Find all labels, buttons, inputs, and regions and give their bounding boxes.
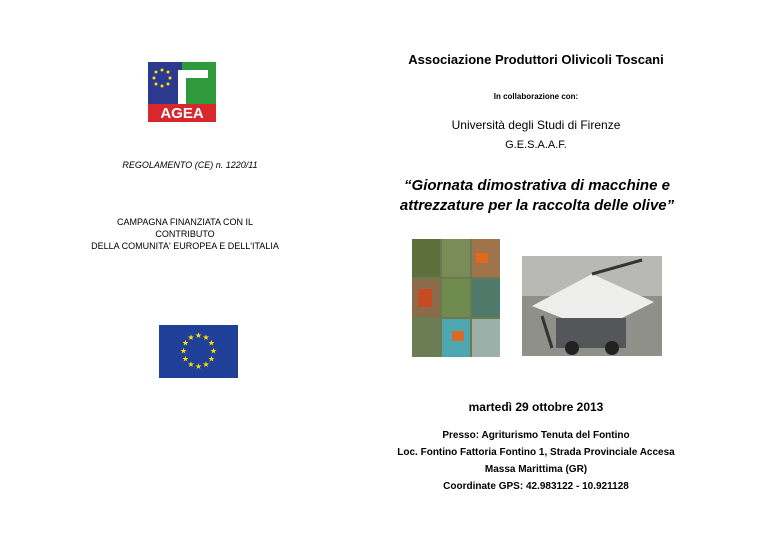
collaboration-label: In collaborazione con: — [493, 92, 579, 101]
svg-text:★: ★ — [207, 354, 216, 364]
agea-logo-text: AGEA — [160, 105, 204, 122]
svg-text:★: ★ — [181, 338, 190, 348]
svg-text:★: ★ — [202, 333, 210, 342]
svg-text:★: ★ — [202, 360, 210, 369]
svg-text:★: ★ — [194, 331, 203, 340]
harvest-photo-collage — [412, 239, 500, 357]
event-title: “Giornata dimostrativa di macchine e attrezzature per la raccolta delle olive” — [399, 177, 675, 214]
campaign-line-1: CAMPAGNA FINANZIATA CON IL — [116, 217, 254, 227]
location-gps: Coordinate GPS: 42.983122 - 10.921128 — [443, 481, 629, 492]
campaign-text — [80, 216, 290, 252]
svg-text:★: ★ — [207, 338, 216, 348]
svg-text:★: ★ — [194, 362, 203, 371]
location-address: Loc. Fontino Fattoria Fontino 1, Strada Provinciale Accesa — [397, 447, 675, 458]
event-date: martedì 29 ottobre 2013 — [468, 400, 604, 414]
organization-title: Associazione Produttori Olivicoli Toscani — [408, 52, 664, 67]
svg-text:★: ★ — [187, 333, 195, 342]
svg-text:★: ★ — [187, 360, 195, 369]
regulation-text: REGOLAMENTO (CE) n. 1220/11 — [122, 160, 258, 170]
harvester-machine-photo — [522, 256, 662, 356]
location-town: Massa Marittima (GR) — [484, 464, 588, 475]
svg-text:★: ★ — [181, 354, 190, 364]
campaign-line-2: CONTRIBUTO — [155, 229, 215, 239]
campaign-line-3: DELLA COMUNITA' EUROPEA E DELL'ITALIA — [91, 241, 279, 251]
svg-text:★: ★ — [179, 346, 188, 356]
location-venue: Presso: Agriturismo Tenuta del Fontino — [442, 430, 630, 441]
eu-flag-icon — [159, 325, 238, 378]
agea-logo — [148, 62, 216, 122]
svg-text:★: ★ — [209, 346, 218, 356]
university-name: Università degli Studi di Firenze — [451, 118, 621, 132]
department-name: G.E.S.A.A.F. — [505, 139, 567, 151]
